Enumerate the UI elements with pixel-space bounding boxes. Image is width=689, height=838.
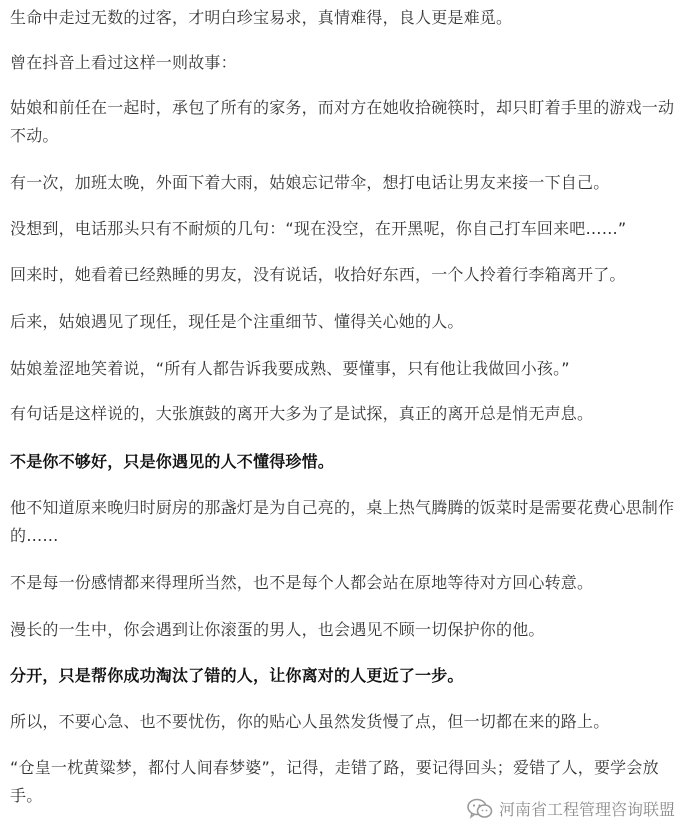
paragraph: 姑娘和前任在一起时，承包了所有的家务，而对方在她收拾碗筷时，却只盯着手里的游戏一动不动。 [10, 98, 675, 145]
bold-paragraph: 不是你不够好，只是你遇见的人不懂得珍惜。 [10, 452, 335, 471]
paragraph: 所以，不要心急、也不要忧伤，你的贴心人虽然发货慢了点，但一切都在来的路上。 [10, 712, 610, 731]
paragraph: “仓皇一枕黄粱梦，都付人间春梦婆”，记得，走错了路，要记得回头；爱错了人，要学会放手。 [10, 758, 659, 805]
paragraph: 回来时，她看着已经熟睡的男友，没有说话，收拾好东西，一个人拎着行李箱离开了。 [10, 265, 626, 284]
paragraph: 不是每一份感情都来得理所当然，也不是每个人都会站在原地等待对方回心转意。 [10, 573, 594, 592]
paragraph: 他不知道原来晚归时厨房的那盏灯是为自己亮的，桌上热气腾腾的饭菜时是需要花费心思制作的…… [10, 498, 675, 545]
paragraph: 后来，姑娘遇见了现任，现任是个注重细节、懂得关心她的人。 [10, 312, 464, 331]
paragraph: 生命中走过无数的过客，才明白珍宝易求，真情难得，良人更是难觅。 [10, 8, 513, 27]
paragraph: 有句话是这样说的，大张旗鼓的离开大多为了是试探，真正的离开总是悄无声息。 [10, 404, 594, 423]
paragraph: 有一次，加班太晚，外面下着大雨，姑娘忘记带伞，想打电话让男友来接一下自己。 [10, 173, 610, 192]
bold-paragraph: 分开，只是帮你成功淘汰了错的人，让你离对的人更近了一步。 [10, 666, 464, 685]
wechat-icon [467, 798, 493, 820]
paragraph: 没想到，电话那头只有不耐烦的几句：“现在没空，在开黑呢，你自己打车回来吧……” [10, 219, 627, 238]
paragraph: 漫长的一生中，你会遇到让你滚蛋的男人，也会遇见不顾一切保护你的他。 [10, 620, 545, 639]
watermark-text: 河南省工程管理咨询联盟 [498, 800, 675, 819]
paragraph: 姑娘羞涩地笑着说，“所有人都告诉我要成熟、要懂事，只有他让我做回小孩。” [10, 359, 570, 378]
paragraph: 曾在抖音上看过这样一则故事： [10, 53, 237, 72]
watermark [467, 797, 675, 820]
